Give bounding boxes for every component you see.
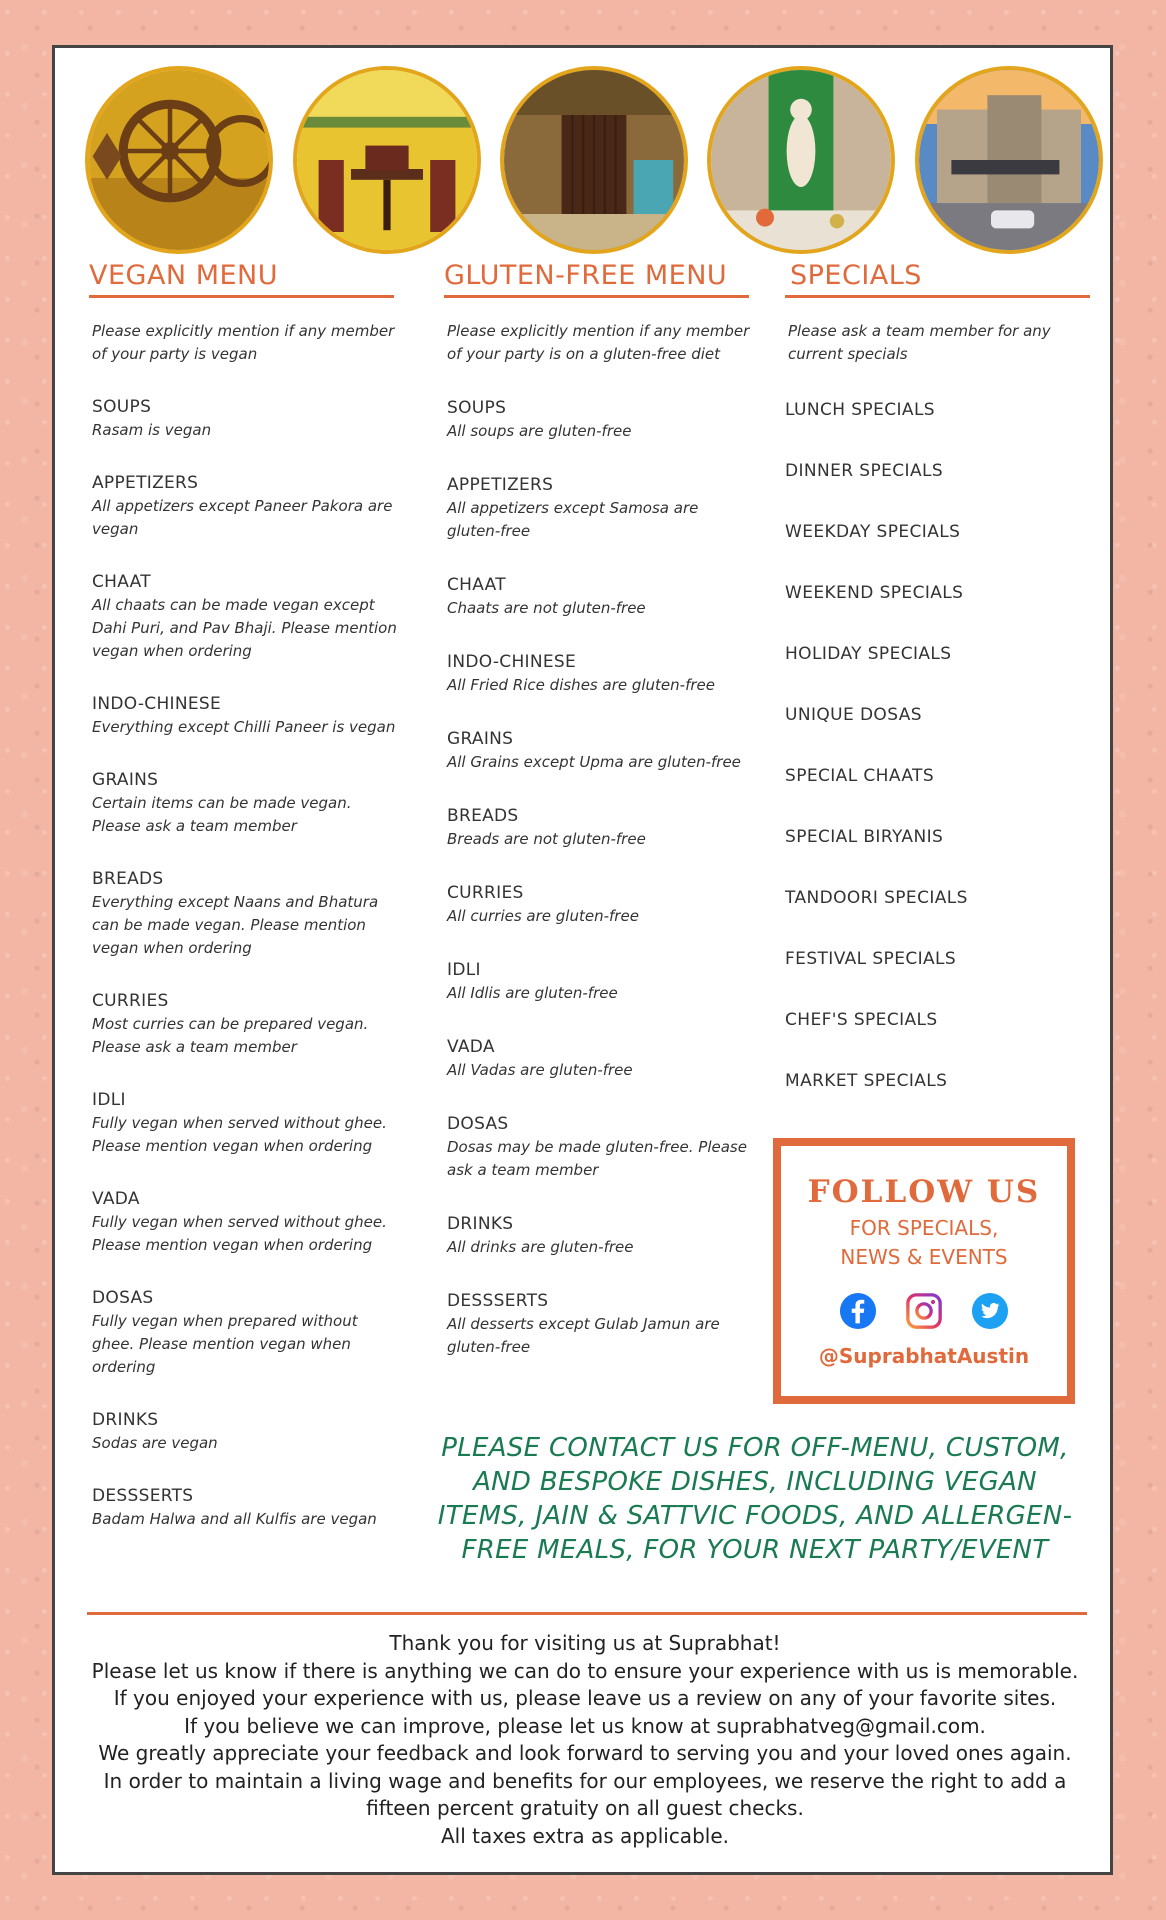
section-name: INDO-CHINESE <box>447 652 577 672</box>
list-item <box>89 570 399 663</box>
section-name: CURRIES <box>447 883 524 903</box>
section-desc: Rasam is vegan <box>92 421 212 439</box>
section-name: DRINKS <box>92 1410 159 1430</box>
section-desc: All chaats can be made vegan except Dahi Puri, and Pav Bhaji. Please mention vegan when ordering <box>92 596 397 660</box>
list-item <box>89 692 399 739</box>
list-item <box>89 1187 399 1257</box>
list-item <box>444 650 754 697</box>
list-item <box>89 989 399 1059</box>
list-item <box>444 958 754 1005</box>
section-desc: Most curries can be prepared vegan. Please ask a team member <box>92 1015 369 1056</box>
section-name: SOUPS <box>447 398 507 418</box>
footer-line: We greatly appreciate your feedback and look forward to serving you and your loved ones again. <box>98 1741 1072 1765</box>
list-item: MARKET SPECIALS <box>785 1071 948 1091</box>
section-desc: All appetizers except Samosa are gluten-free <box>447 499 699 540</box>
list-item <box>89 768 399 838</box>
footer-line: If you believe we can improve, please let us know at suprabhatveg@gmail.com. <box>184 1713 986 1738</box>
list-item: WEEKDAY SPECIALS <box>785 522 961 542</box>
gluten-free-menu-column <box>444 260 754 1359</box>
menu-card <box>52 45 1113 1875</box>
section-desc: Fully vegan when prepared without ghee. Please mention vegan when ordering <box>92 1312 358 1376</box>
instagram-icon[interactable] <box>905 1292 943 1330</box>
footer-line: If you enjoyed your experience with us, please leave us a review on any of your favorite sites. <box>113 1686 1057 1710</box>
wagon-wheel-wall-icon <box>85 66 273 254</box>
list-item <box>444 396 754 443</box>
section-name: VADA <box>92 1189 140 1209</box>
section-desc: Sodas are vegan <box>92 1434 218 1452</box>
list-item <box>444 1035 754 1082</box>
list-item <box>89 1484 399 1531</box>
list-item: SPECIAL CHAATS <box>785 766 935 786</box>
section-name: BREADS <box>447 806 519 826</box>
section-desc: Everything except Naans and Bhatura can be made vegan. Please mention vegan when ordering <box>92 893 379 957</box>
follow-us-title: FOLLOW US <box>807 1174 1041 1210</box>
deity-statue-icon <box>707 66 895 254</box>
list-item: FESTIVAL SPECIALS <box>785 949 957 969</box>
list-item <box>89 395 399 442</box>
section-name: CHAAT <box>447 575 506 595</box>
specials-list <box>785 386 1095 1118</box>
section-desc: All desserts except Gulab Jamun are gluten-free <box>447 1315 720 1356</box>
list-item <box>444 1289 754 1359</box>
section-name: DRINKS <box>447 1214 514 1234</box>
photo-strip <box>85 66 1085 254</box>
section-name: DOSAS <box>92 1288 154 1308</box>
list-item: HOLIDAY SPECIALS <box>785 644 952 664</box>
section-desc: Fully vegan when served without ghee. Please mention vegan when ordering <box>92 1114 387 1155</box>
section-name: SOUPS <box>92 397 152 417</box>
list-item <box>444 881 754 928</box>
section-desc: Certain items can be made vegan. Please ask a team member <box>92 794 352 835</box>
list-item: CHEF'S SPECIALS <box>785 1010 938 1030</box>
section-desc: All Fried Rice dishes are gluten-free <box>447 676 715 694</box>
footer-line: In order to maintain a living wage and benefits for our employees, we reserve the right to add a fifteen percent gratuity on all guest checks. <box>103 1768 1067 1820</box>
list-item: UNIQUE DOSAS <box>785 705 922 725</box>
section-desc: Breads are not gluten-free <box>447 830 646 848</box>
list-item <box>444 1112 754 1182</box>
section-name: DESSSERTS <box>447 1291 549 1311</box>
list-item <box>89 1408 399 1455</box>
section-desc: All appetizers except Paneer Pakora are vegan <box>92 497 393 538</box>
section-name: IDLI <box>447 960 481 980</box>
footer-line: All taxes extra as applicable. <box>441 1823 729 1848</box>
list-item: TANDOORI SPECIALS <box>785 888 968 908</box>
gluten-free-note: Please explicitly mention if any member of your party is on a gluten-free diet <box>447 322 750 363</box>
list-item <box>89 1286 399 1379</box>
thatched-doorway-icon <box>500 66 688 254</box>
section-name: CHAAT <box>92 572 151 592</box>
section-name: GRAINS <box>92 770 159 790</box>
section-name: IDLI <box>92 1090 126 1110</box>
section-name: BREADS <box>92 869 164 889</box>
section-name: DESSSERTS <box>92 1486 194 1506</box>
follow-us-subtitle-1: FOR SPECIALS, <box>849 1216 999 1240</box>
specials-title: SPECIALS <box>785 260 1090 298</box>
section-name: DOSAS <box>447 1114 509 1134</box>
section-name: GRAINS <box>447 729 514 749</box>
footer-message <box>75 1630 1095 1850</box>
vegan-note: Please explicitly mention if any member of your party is vegan <box>92 322 395 363</box>
list-item <box>89 1088 399 1158</box>
section-name: CURRIES <box>92 991 169 1011</box>
list-item <box>444 727 754 774</box>
list-item <box>89 867 399 960</box>
list-item: LUNCH SPECIALS <box>785 400 936 420</box>
section-name: VADA <box>447 1037 495 1057</box>
section-name: INDO-CHINESE <box>92 694 222 714</box>
list-item: WEEKEND SPECIALS <box>785 583 964 603</box>
section-desc: Everything except Chilli Paneer is vegan <box>92 718 396 736</box>
section-desc: Dosas may be made gluten-free. Please ask a team member <box>447 1138 747 1179</box>
facebook-icon[interactable] <box>839 1292 877 1330</box>
section-desc: All drinks are gluten-free <box>447 1238 634 1256</box>
section-desc: Fully vegan when served without ghee. Please mention vegan when ordering <box>92 1213 387 1254</box>
list-item: SPECIAL BIRYANIS <box>785 827 944 847</box>
list-item <box>444 473 754 543</box>
section-desc: All curries are gluten-free <box>447 907 639 925</box>
section-desc: All Idlis are gluten-free <box>447 984 618 1002</box>
list-item <box>444 573 754 620</box>
specials-column <box>785 260 1095 1118</box>
section-desc: All soups are gluten-free <box>447 422 632 440</box>
restaurant-exterior-icon <box>915 66 1103 254</box>
section-desc: All Vadas are gluten-free <box>447 1061 633 1079</box>
section-name: APPETIZERS <box>92 473 199 493</box>
follow-us-subtitle-2: NEWS & EVENTS <box>840 1245 1008 1269</box>
section-desc: All Grains except Upma are gluten-free <box>447 753 741 771</box>
section-desc: Chaats are not gluten-free <box>447 599 646 617</box>
list-item <box>444 804 754 851</box>
list-item: DINNER SPECIALS <box>785 461 944 481</box>
specials-note: Please ask a team member for any current specials <box>788 322 1051 363</box>
section-name: APPETIZERS <box>447 475 554 495</box>
vegan-menu-title: VEGAN MENU <box>89 260 394 298</box>
social-links <box>781 1292 1067 1330</box>
gluten-free-menu-title: GLUTEN-FREE MENU <box>444 260 749 298</box>
list-item <box>444 1212 754 1259</box>
list-item <box>89 471 399 541</box>
custom-orders-notice: PLEASE CONTACT US FOR OFF-MENU, CUSTOM, AND BESPOKE DISHES, INCLUDING VEGAN ITEMS, JAIN & SATTVIC FOODS, AND ALLERGEN-FREE MEALS, FOR YOUR NEXT PARTY/EVENT <box>437 1433 1073 1565</box>
social-handle[interactable]: @SuprabhatAustin <box>818 1344 1030 1368</box>
footer-line: Please let us know if there is anything we can do to ensure your experience with us is memorable. <box>91 1658 1079 1683</box>
footer-line: Thank you for visiting us at Suprabhat! <box>389 1631 781 1655</box>
section-desc: Badam Halwa and all Kulfis are vegan <box>92 1510 377 1528</box>
dining-room-icon <box>293 66 481 254</box>
follow-us-box <box>773 1138 1075 1404</box>
vegan-menu-column <box>89 260 399 1531</box>
divider <box>87 1612 1087 1615</box>
twitter-icon[interactable] <box>971 1292 1009 1330</box>
